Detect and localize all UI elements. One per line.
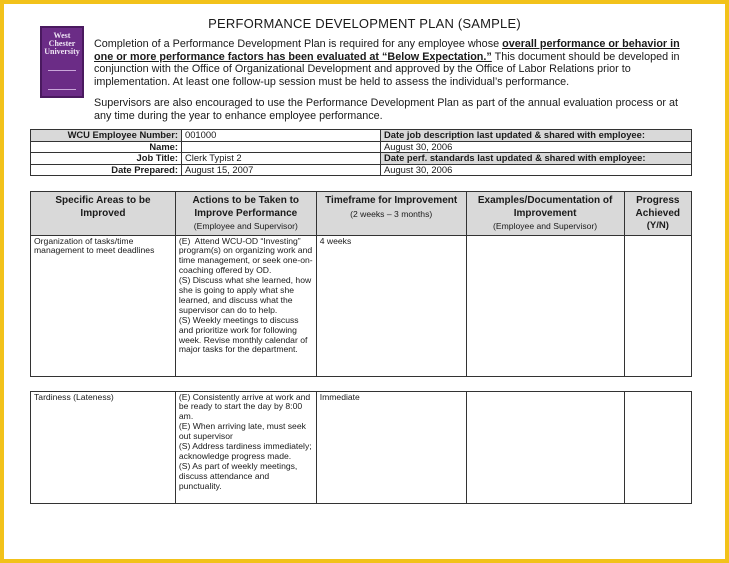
header-examples-sub: (Employee and Supervisor): [493, 221, 598, 231]
info-label: Date Prepared:: [31, 164, 182, 176]
header-examples-title: Examples/Documentation of Improvement: [477, 195, 613, 219]
header-examples: [466, 192, 624, 236]
progress-cell: [624, 391, 691, 503]
info-value: [182, 141, 381, 153]
examples-cell: [466, 235, 624, 376]
header-areas-title: Specific Areas to be Improved: [55, 195, 151, 219]
info-label: Job Title:: [31, 153, 182, 165]
timeframe-cell: 4 weeks: [316, 235, 466, 376]
info-right: Date job description last updated & shared with employee:: [381, 130, 692, 142]
info-value: 001000: [182, 130, 381, 142]
info-row: [31, 153, 692, 165]
university-logo: [40, 26, 84, 98]
timeframe-cell: Immediate: [316, 391, 466, 503]
area-cell: Organization of tasks/time management to meet deadlines: [31, 235, 176, 376]
examples-cell: [466, 391, 624, 503]
intro-paragraph: [94, 38, 694, 88]
header-actions-title: Actions to be Taken to Improve Performance: [192, 195, 300, 219]
development-plan-table: [30, 191, 692, 504]
actions-text: (E) Attend WCU-OD “Investing” program(s) on organizing work and time management, or seek one-on-coaching offered by OD. (S) Discuss what she learned, how she is going to apply what she learned, and discuss what the supervisor can do to help. (S) Weekly meetings to discuss and prioritize work for following week. Revise monthly calendar of major tasks for the department.: [178, 235, 313, 355]
header-actions-sub: (Employee and Supervisor): [193, 221, 298, 231]
actions-text: (E) Consistently arrive at work and be ready to start the day by 8:00 am. (E) When arriving late, must seek out supervisor (S) Address tardiness immediately; acknowledge progress made. (S) As part of weekly meetings, discuss attendance and punctuality.: [178, 391, 312, 491]
header-timeframe-title: Timeframe for Improvement: [325, 195, 458, 206]
gap-cell: [31, 376, 692, 391]
intro-emphasis: overall performance or behavior in one or more performance factors has been evaluated at “Below Expectation.”: [94, 38, 680, 63]
plan-header-row: [31, 192, 692, 236]
info-row: [31, 141, 692, 153]
supervisor-paragraph: [94, 97, 694, 122]
supervisor-text: Supervisors are also encouraged to use the Performance Development Plan as part of the annual evaluation process or at any time during the year to enhance employee performance.: [94, 97, 678, 122]
area-cell: Tardiness (Lateness): [31, 391, 176, 503]
info-row: [31, 130, 692, 142]
info-row: [31, 164, 692, 176]
header-timeframe-sub: (2 weeks – 3 months): [350, 208, 433, 219]
employee-info-table: [30, 129, 692, 176]
info-right: August 30, 2006: [381, 164, 692, 176]
info-right: August 30, 2006: [381, 141, 692, 153]
table-row: [31, 235, 692, 376]
info-value: August 15, 2007: [182, 164, 381, 176]
header-timeframe: [316, 192, 466, 236]
logo-line-1: West: [53, 31, 71, 40]
table-gap: [31, 376, 692, 391]
header-progress: [624, 192, 691, 236]
info-value: Clerk Typist 2: [182, 153, 381, 165]
actions-cell: [175, 235, 316, 376]
info-label: Name:: [31, 141, 182, 153]
header-areas: [31, 192, 176, 236]
info-right: Date perf. standards last updated & shared with employee:: [381, 153, 692, 165]
progress-cell: [624, 235, 691, 376]
header-progress-sub: (Y/N): [646, 220, 669, 231]
header-progress-title: Progress Achieved: [635, 195, 681, 219]
logo-line-2: Chester: [48, 39, 76, 48]
intro-text-a: Completion of a Performance Development Plan is required for any employee whose: [94, 38, 503, 50]
page-title: PERFORMANCE DEVELOPMENT PLAN (SAMPLE): [208, 16, 521, 31]
info-label: WCU Employee Number:: [31, 130, 182, 142]
logo-emblem: [48, 70, 76, 90]
header-actions: [175, 192, 316, 236]
intro-text-b: This document should be developed in conjunction with the Office of Organizational Development and approved by the Office of Labor Relations prior to implementation. At least one follow-up session must be held to assess the individual’s performance.: [94, 50, 680, 88]
logo-line-3: University: [44, 47, 80, 56]
actions-cell: [175, 391, 316, 503]
table-row: [31, 391, 692, 503]
